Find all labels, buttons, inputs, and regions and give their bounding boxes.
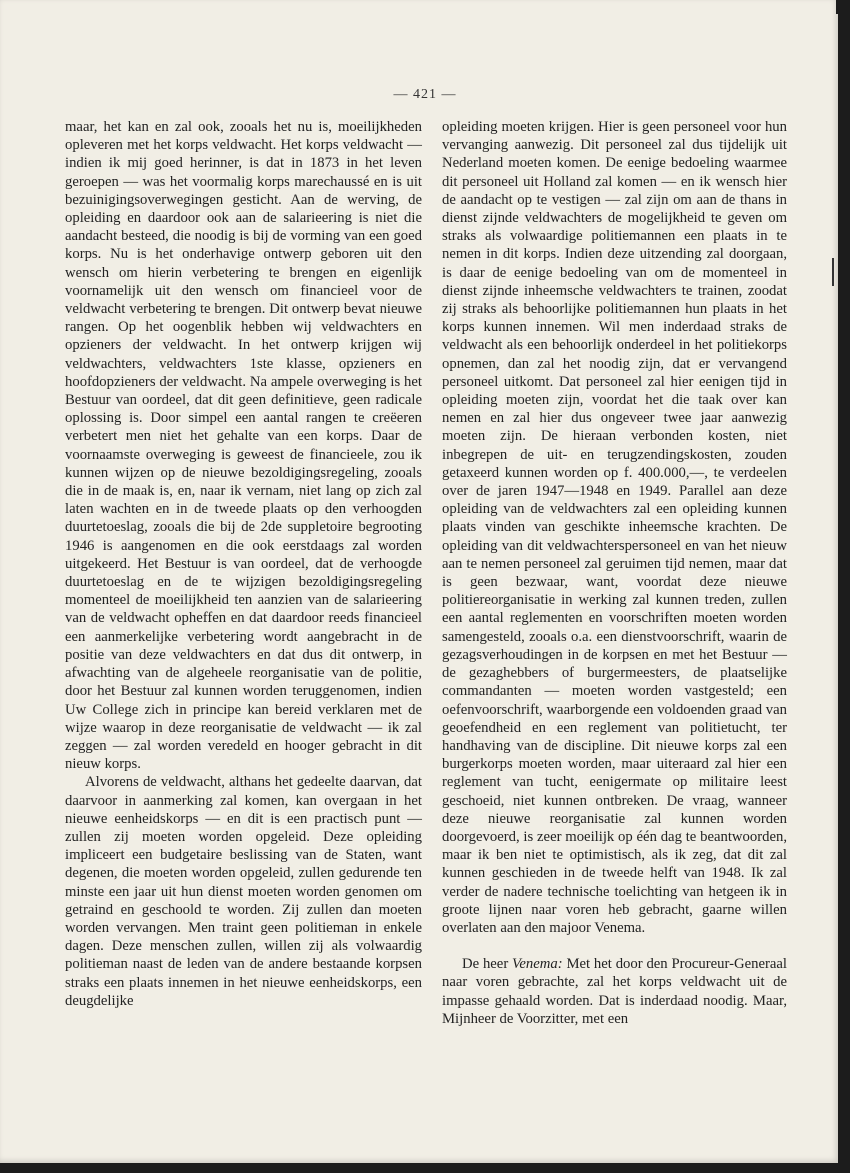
page-number: — 421 — (393, 87, 457, 102)
right-paragraph-1: opleiding moeten krijgen. Hier is geen personeel voor hun vervanging aanwezig. Dit personeel zal dus tijdelijk uit Nederland moeten komen. De eenige bedoeling waarmee dit personeel uit Holland zal komen — en ik wensch hier de aandacht op te vestigen — zal zijn om aan de thans in dienst zijnde veldwachters de mogelijkheid te geven om straks als volwaardige politiemannen een plaats in te nemen in dit korps. Indien deze uitzending zal doorgaan, is daar de eenige bedoeling van om de momenteel in dienst zijnde inheemsche veldwachters te trainen, zoodat zij straks als behoorlijke politiemannen hun plaats in het korps kunnen innemen. Wil men inderdaad straks de veldwacht als een behoorlijk onderdeel in het politiekorps opnemen, dan zal het noodig zijn, dat er vervangend personeel uitkomt. Dat personeel zal hier eenigen tijd in opleiding moeten zijn, voordat het die taak over kan nemen en zal hier dus ongeveer twee jaar aanwezig moeten zijn. De hieraan verbonden kosten, niet inbegrepen de uit- en terugzendingskosten, zouden getaxeerd kunnen worden op f. 400.000,—, te verdeelen over de jaren 1947—1948 en 1949. Parallel aan deze opleiding van de veldwachters zal een opleiding kunnen plaats vinden van geschikte inheemsche krachten. De opleiding van dit veldwachterspersoneel en van het nieuw aan te nemen personeel zal geruimen tijd nemen, maar dat is geen bezwaar, want, voordat deze nieuwe politiereorganisatie in werking zal kunnen treden, zullen een aantal reglementen en voorschriften moeten worden samengesteld, zooals o.a. een dienstvoorschrift, waarin de gezagsverhoudingen in de korpsen en met het Bestuur — de gezaghebbers of burgermeesters, de plaatselijke commandanten — moeten worden vastgesteld; een oefenvoorschrift, waarborgende een voldoenden graad van geoefendheid en een reglement van politietucht, ter handhaving van de discipline. Dit nieuwe korps zal een burgerkorps moeten worden, maar uiteraard zal hier een reglement van tucht, eenigermate op militaire leest geschoeid, niet kunnen ontbreken. De vraag, wanneer deze nieuwe reorganisatie zal kunnen worden doorgevoerd, is zeer moeilijk op één dag te beantwoorden, maar ik ben niet te optimistisch, als ik zeg, dat dit zal kunnen geschieden in de tweede helft van 1948. Ik zal verder de nadere technische toelichting van hetgeen ik in groote lijnen naar voren heb gebracht, gaarne willen overlaten aan den majoor Venema. (442, 119, 787, 936)
left-column (65, 118, 422, 1010)
speaker-prefix: De heer (462, 956, 513, 973)
speaker-text: Met het door den Procureur-Generaal naar voren gebrachte, zal het korps veldwacht uit de impasse gehaald worden. Dat is inderdaad noodig. Maar, Mijnheer de Voorzitter, met een (442, 956, 787, 1027)
right-column (442, 118, 787, 1028)
left-paragraph-2: Alvorens de veldwacht, althans het gedeelte daarvan, dat daarvoor in aanmerking zal komen, kan overgaan in het nieuwe eenheidskorps — en dit is een practisch punt — zullen zij moeten worden opgeleid. Deze opleiding impliceert een budgetaire beslissing van de Staten, want degenen, die moeten worden opgeleid, zullen gedurende ten minste een jaar uit hun dienst moeten worden genomen om getraind en geschoold te worden. Zij zullen dan moeten worden vervangen. Men traint geen politieman in enkele dagen. Deze menschen zullen, willen zij als volwaardig politieman naast de leden van de andere bestaande korpsen straks een plaats innemen in het nieuwe eenheidskorps, een deugdelijke (65, 774, 422, 1009)
margin-mark (832, 258, 834, 286)
left-paragraph-1: maar, het kan en zal ook, zooals het nu is, moeilijkheden opleveren met het korps veldwacht. Het korps veldwacht — indien ik mij goed herinner, is dat in 1873 in het leven geroepen — was het voormalig korps marechaussé en is uit bezuinigingsoverwegingen gesticht. Aan de werving, de opleiding en daardoor ook aan de salarieering is niet die aandacht besteed, die noodig is bij de vorming van een goed korps. Nu is het onderhavige ontwerp geboren uit den wensch om hierin verbetering te brengen en eigenlijk voornamelijk uit den wensch om financieel voor de veldwacht verbetering te brengen. Dit ontwerp bevat nieuwe rangen. Op het oogenblik hebben wij veldwachters en opzieners der veldwacht. In het ontwerp krijgen wij veldwachters, veldwachters 1ste klasse, opzieners en hoofdopzieners der veldwacht. Na ampele overweging is het Bestuur van oordeel, dat dit geen definitieve, geen radicale oplossing is. Door simpel een aantal rangen te creëeren verbetert men niet het gehalte van een korps. Daar de voornaamste overweging is geweest de financieele, zou ik kunnen wijzen op de nieuwe bezoldigingsregeling, zooals die in de maak is, en, naar ik vernam, niet lang op zich zal laten wachten en in de tweede plaats op den verhoogden duurtetoeslag, zooals die bij de 2de suppletoire begrooting 1946 is aangenomen en die ook eerstdaags zal worden uitgekeerd. Het Bestuur is van oordeel, dat de verhoogde duurtetoeslag en de te wijzigen bezoldigingsregeling momenteel de moeilijkheid ten aanzien van de salarieering van de veldwacht opheffen en dat daardoor reeds financieel een aanmerkelijke verbetering wordt aangebracht in de positie van deze veldwachters en dat dus dit ontwerp, in afwachting van de algeheele reorganisatie van de politie, door het Bestuur zal kunnen worden teruggenomen, indien Uw College zich in principe kan bereid verklaren met de wijze waarop in deze reorganisatie de veldwacht — ik zal zeggen — zal worden veredeld en hooger gebracht in dit nieuw korps. (65, 119, 422, 773)
right-paragraph-2 (442, 955, 787, 1028)
scan-corner (836, 0, 850, 14)
speaker-name: Venema: (512, 956, 563, 973)
